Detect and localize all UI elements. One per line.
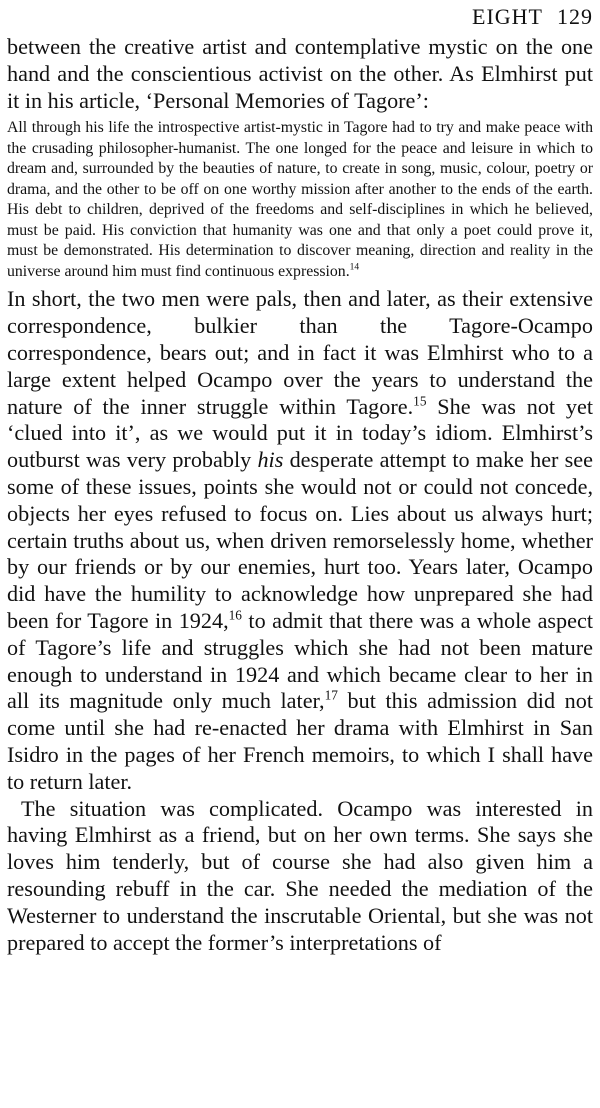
para1-text-b: She was not yet ‘clued into it’, as we would put it in today’s idiom. Elmhirst’s outburst was very probably [7,393,594,473]
quote-text: All through his life the introspective artist-mystic in Tagore had to try and make peace with the crusading philosopher-humanist. The one longed for the peace and leisure in which to dream and, surrounded by the beauties of nature, to create in song, music, colour, poetry or drama, and the other to be off on one worthy mission after another to the ends of the earth. His debt to children, deprived of the freedoms and self-disciplines in which he believed, must be paid. His conviction that humanity was one and that only a poet could prove it, must be demonstrated. His determination to discover meaning, direction and reality in the universe around him must find continuous expression. [7,119,593,280]
footnote-ref-15: 15 [413,393,427,409]
para1-text-d: to admit that there was a whole aspect of Tagore’s life and struggles which she had not been mature enough to understand in 1924 and which became clear to her in all its magnitude only much later, [7,607,594,714]
para1-text-c: desperate attempt to make her see some of these issues, points she would not or could not concede, objects her eyes refused to focus on. Lies about us always hurt; certain truths about us, when driven remorselessly home, whether by our friends or by our enemies, hurt too. Years later, Ocampo did have the humility to acknowledge how unprepared she had been for Tagore in 1924, [7,447,594,633]
page-number: 129 [557,4,593,29]
intro-paragraph [7,34,593,114]
para1-text-e: but this admission did not come until she had re-enacted her drama with Elmhirst in San Isidro in the pages of her French memoirs, to which I shall have to return later. [7,688,593,794]
book-page [7,0,593,956]
body-paragraph-1 [7,286,593,795]
para2-text: The situation was complicated. Ocampo was interested in having Elmhirst as a friend, but on her own terms. She says she loves him tenderly, but of course she had also given him a resounding rebuff in the car. She needed the mediation of the Westerner to understand the inscrutable Oriental, but she was not prepared to accept the former’s interpretations of [7,795,593,955]
intro-text: between the creative artist and contemplative mystic on the one hand and the conscientious activist on the other. As Elmhirst put it in his article, ‘Personal Memories of Tagore’: [7,34,593,113]
emphasized-word: his [257,447,284,473]
footnote-ref-16: 16 [228,607,242,623]
body-paragraph-2 [7,796,593,957]
chapter-title: EIGHT [472,4,543,29]
running-header [7,0,593,34]
block-quote [7,118,593,282]
footnote-ref-17: 17 [324,687,338,703]
footnote-ref-14: 14 [349,262,360,273]
para1-text-a: In short, the two men were pals, then and later, as their extensive correspondence, bulkier than the Tagore-Ocampo correspondence, bears out; and in fact it was Elmhirst who to a large extent helped Ocampo over the years to understand the nature of the inner struggle within Tagore. [7,286,593,419]
